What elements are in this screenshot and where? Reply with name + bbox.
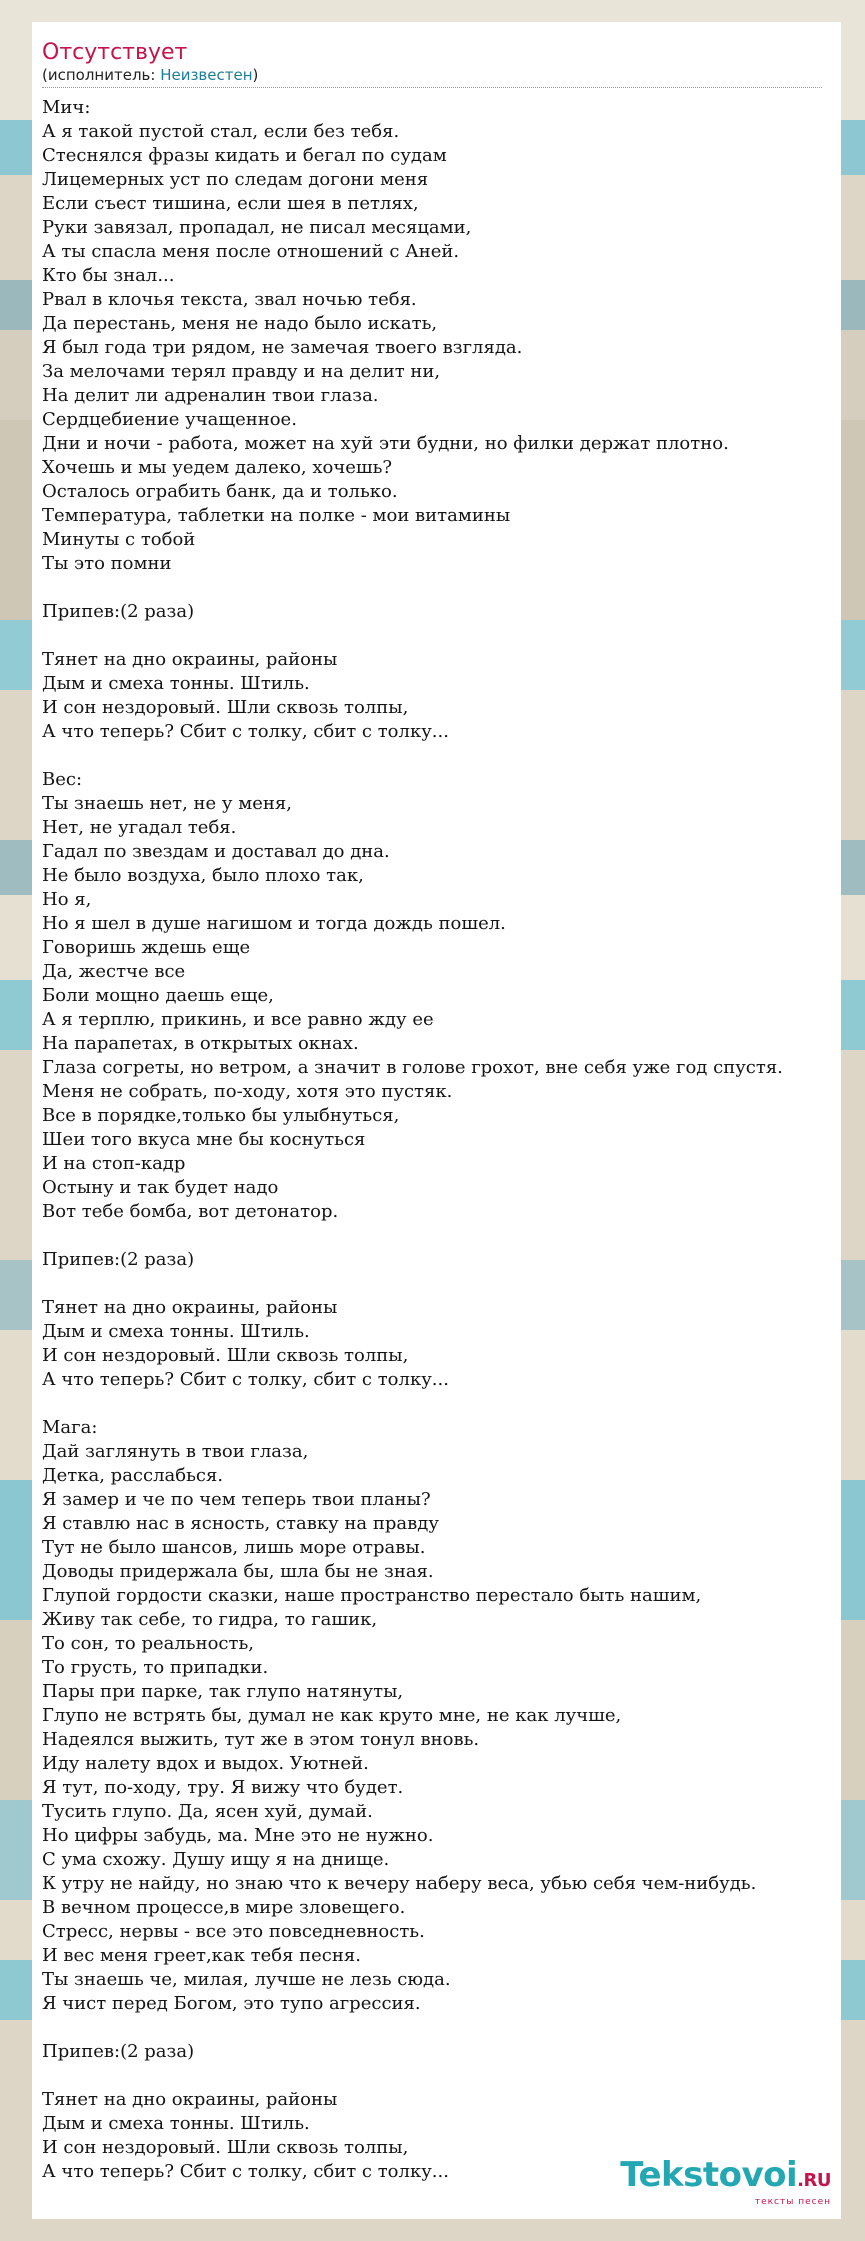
lyric-line: Ты знаешь че, милая, лучше не лезь сюда. <box>42 1969 451 1990</box>
lyric-blank-line <box>42 1272 831 1296</box>
lyric-line: Я ставлю нас в ясность, ставку на правду <box>42 1513 439 1534</box>
lyric-line: Припев:(2 раза) <box>42 1249 195 1270</box>
lyric-line: Сердцебиение учащенное. <box>42 409 297 430</box>
lyric-line: Но я, <box>42 889 92 910</box>
lyric-line: Дни и ночи - работа, может на хуй эти будни, но филки держат плотно. <box>42 433 729 454</box>
lyric-line: То сон, то реальность, <box>42 1633 254 1654</box>
lyric-line: К утру не найду, но знаю что к вечеру наберу веса, убью себя чем-нибудь. <box>42 1873 757 1894</box>
lyric-line: Рвал в клочья текста, звал ночью тебя. <box>42 289 417 310</box>
lyric-line: Минуты с тобой <box>42 529 196 550</box>
lyric-line: Пары при парке, так глупо натянуты, <box>42 1681 404 1702</box>
logo-wordmark <box>620 2157 831 2199</box>
lyric-line: Ты это помни <box>42 553 172 574</box>
lyric-line: И вес меня греет,как тебя песня. <box>42 1945 361 1966</box>
site-logo[interactable] <box>620 2157 831 2207</box>
lyric-line: Надеялся выжить, тут же в этом тонул вновь. <box>42 1729 480 1750</box>
lyric-line: Осталось ограбить банк, да и только. <box>42 481 398 502</box>
lyric-line: Дай заглянуть в твои глаза, <box>42 1441 309 1462</box>
lyric-line: С ума схожу. Душу ищу я на днище. <box>42 1849 390 1870</box>
lyric-line: Температура, таблетки на полке - мои витамины <box>42 505 511 526</box>
lyric-line: Тянет на дно окраины, районы <box>42 2089 338 2110</box>
lyric-line: Но цифры забудь, ма. Мне это не нужно. <box>42 1825 434 1846</box>
lyric-line: Доводы придержала бы, шла бы не зная. <box>42 1561 434 1582</box>
lyric-line: Хочешь и мы уедем далеко, хочешь? <box>42 457 393 478</box>
lyric-line: Тут не было шансов, лишь море отравы. <box>42 1537 426 1558</box>
lyric-blank-line <box>42 1392 831 1416</box>
lyric-line: Шеи того вкуса мне бы коснуться <box>42 1129 366 1150</box>
lyric-line: А я терплю, прикинь, и все равно жду ее <box>42 1009 434 1030</box>
lyric-line: И на стоп-кадр <box>42 1153 186 1174</box>
lyric-line: Гадал по звездам и доставал до дна. <box>42 841 390 862</box>
lyric-line: Ты знаешь нет, не у меня, <box>42 793 292 814</box>
lyric-blank-line <box>42 624 831 648</box>
lyric-line: Нет, не угадал тебя. <box>42 817 237 838</box>
lyric-blank-line <box>42 576 831 600</box>
lyric-line: Да, жестче все <box>42 961 186 982</box>
lyric-line: Да перестань, меня не надо было искать, <box>42 313 438 334</box>
lyric-blank-line <box>42 2016 831 2040</box>
lyrics-card <box>32 22 841 2219</box>
lyric-line: В вечном процессе,в мире зловещего. <box>42 1897 406 1918</box>
lyric-line: А что теперь? Сбит с толку, сбит с толку... <box>42 1369 449 1390</box>
lyric-line: Боли мощно даешь еще, <box>42 985 274 1006</box>
lyric-line: Стеснялся фразы кидать и бегал по судам <box>42 145 447 166</box>
lyric-line: Лицемерных уст по следам догони меня <box>42 169 429 190</box>
lyric-line: Все в порядке,только бы улыбнуться, <box>42 1105 400 1126</box>
song-title: Отсутствует <box>42 40 188 65</box>
logo-domain: .RU <box>797 2170 831 2191</box>
performer-line <box>42 66 822 88</box>
lyric-line: А я такой пустой стал, если без тебя. <box>42 121 400 142</box>
lyric-line: Стресс, нервы - все это повседневность. <box>42 1921 425 1942</box>
lyric-line: Кто бы знал... <box>42 265 175 286</box>
lyric-line: И сон нездоровый. Шли сквозь толпы, <box>42 1345 409 1366</box>
lyric-line: Я был года три рядом, не замечая твоего взгляда. <box>42 337 523 358</box>
lyric-line: Но я шел в душе нагишом и тогда дождь пошел. <box>42 913 506 934</box>
performer-suffix: ) <box>252 66 259 84</box>
lyric-line: Мага: <box>42 1417 98 1438</box>
lyric-line: На парапетах, в открытых окнах. <box>42 1033 359 1054</box>
logo-main-text: Tekstovoi <box>620 2155 798 2195</box>
lyric-line: Дым и смеха тонны. Штиль. <box>42 1321 310 1342</box>
performer-prefix: (исполнитель: <box>42 66 161 84</box>
lyric-line: Живу так себе, то гидра, то гашик, <box>42 1609 378 1630</box>
lyric-line: Иду налету вдох и выдох. Уютней. <box>42 1753 369 1774</box>
lyric-blank-line <box>42 2064 831 2088</box>
lyric-line: Мич: <box>42 97 91 118</box>
lyric-line: Вес: <box>42 769 83 790</box>
lyric-line: Не было воздуха, было плохо так, <box>42 865 364 886</box>
lyric-line: И сон нездоровый. Шли сквозь толпы, <box>42 2137 409 2158</box>
lyric-line: На делит ли адреналин твои глаза. <box>42 385 379 406</box>
lyric-line: Дым и смеха тонны. Штиль. <box>42 2113 310 2134</box>
lyric-line: Тянет на дно окраины, районы <box>42 1297 338 1318</box>
lyric-line: Детка, расслабься. <box>42 1465 224 1486</box>
lyric-line: А ты спасла меня после отношений с Аней. <box>42 241 460 262</box>
lyric-line: Если съест тишина, если шея в петлях, <box>42 193 419 214</box>
lyric-line: Я замер и че по чем теперь твои планы? <box>42 1489 431 1510</box>
lyric-line: Припев:(2 раза) <box>42 2041 195 2062</box>
lyric-line: Тусить глупо. Да, ясен хуй, думай. <box>42 1801 373 1822</box>
lyric-line: А что теперь? Сбит с толку, сбит с толку... <box>42 2161 449 2182</box>
lyric-blank-line <box>42 744 831 768</box>
lyric-line: Остыну и так будет надо <box>42 1177 279 1198</box>
lyric-line: Вот тебе бомба, вот детонатор. <box>42 1201 339 1222</box>
lyric-line: Глаза согреты, но ветром, а значит в голове грохот, вне себя уже год спустя. <box>42 1057 783 1078</box>
logo-tagline: тексты песен <box>754 2197 831 2207</box>
lyric-line: Говоришь ждешь еще <box>42 937 251 958</box>
lyric-line: Дым и смеха тонны. Штиль. <box>42 673 310 694</box>
lyric-line: Припев:(2 раза) <box>42 601 195 622</box>
lyric-line: Я чист перед Богом, это тупо агрессия. <box>42 1993 421 2014</box>
lyric-line: За мелочами терял правду и на делит ни, <box>42 361 441 382</box>
lyric-line: И сон нездоровый. Шли сквозь толпы, <box>42 697 409 718</box>
lyric-line: Я тут, по-ходу, тру. Я вижу что будет. <box>42 1777 404 1798</box>
lyric-line: Меня не собрать, по-ходу, хотя это пустяк. <box>42 1081 453 1102</box>
lyric-line: Руки завязал, пропадал, не писал месяцами, <box>42 217 472 238</box>
lyric-blank-line <box>42 1224 831 1248</box>
lyrics-text <box>42 96 831 2184</box>
lyric-line: Глупой гордости сказки, наше пространство перестало быть нашим, <box>42 1585 702 1606</box>
performer-link[interactable]: Неизвестен <box>160 66 253 84</box>
lyric-line: А что теперь? Сбит с толку, сбит с толку... <box>42 721 449 742</box>
lyric-line: Глупо не встрять бы, думал не как круто мне, не как лучше, <box>42 1705 622 1726</box>
lyric-line: Тянет на дно окраины, районы <box>42 649 338 670</box>
lyric-line: То грусть, то припадки. <box>42 1657 269 1678</box>
